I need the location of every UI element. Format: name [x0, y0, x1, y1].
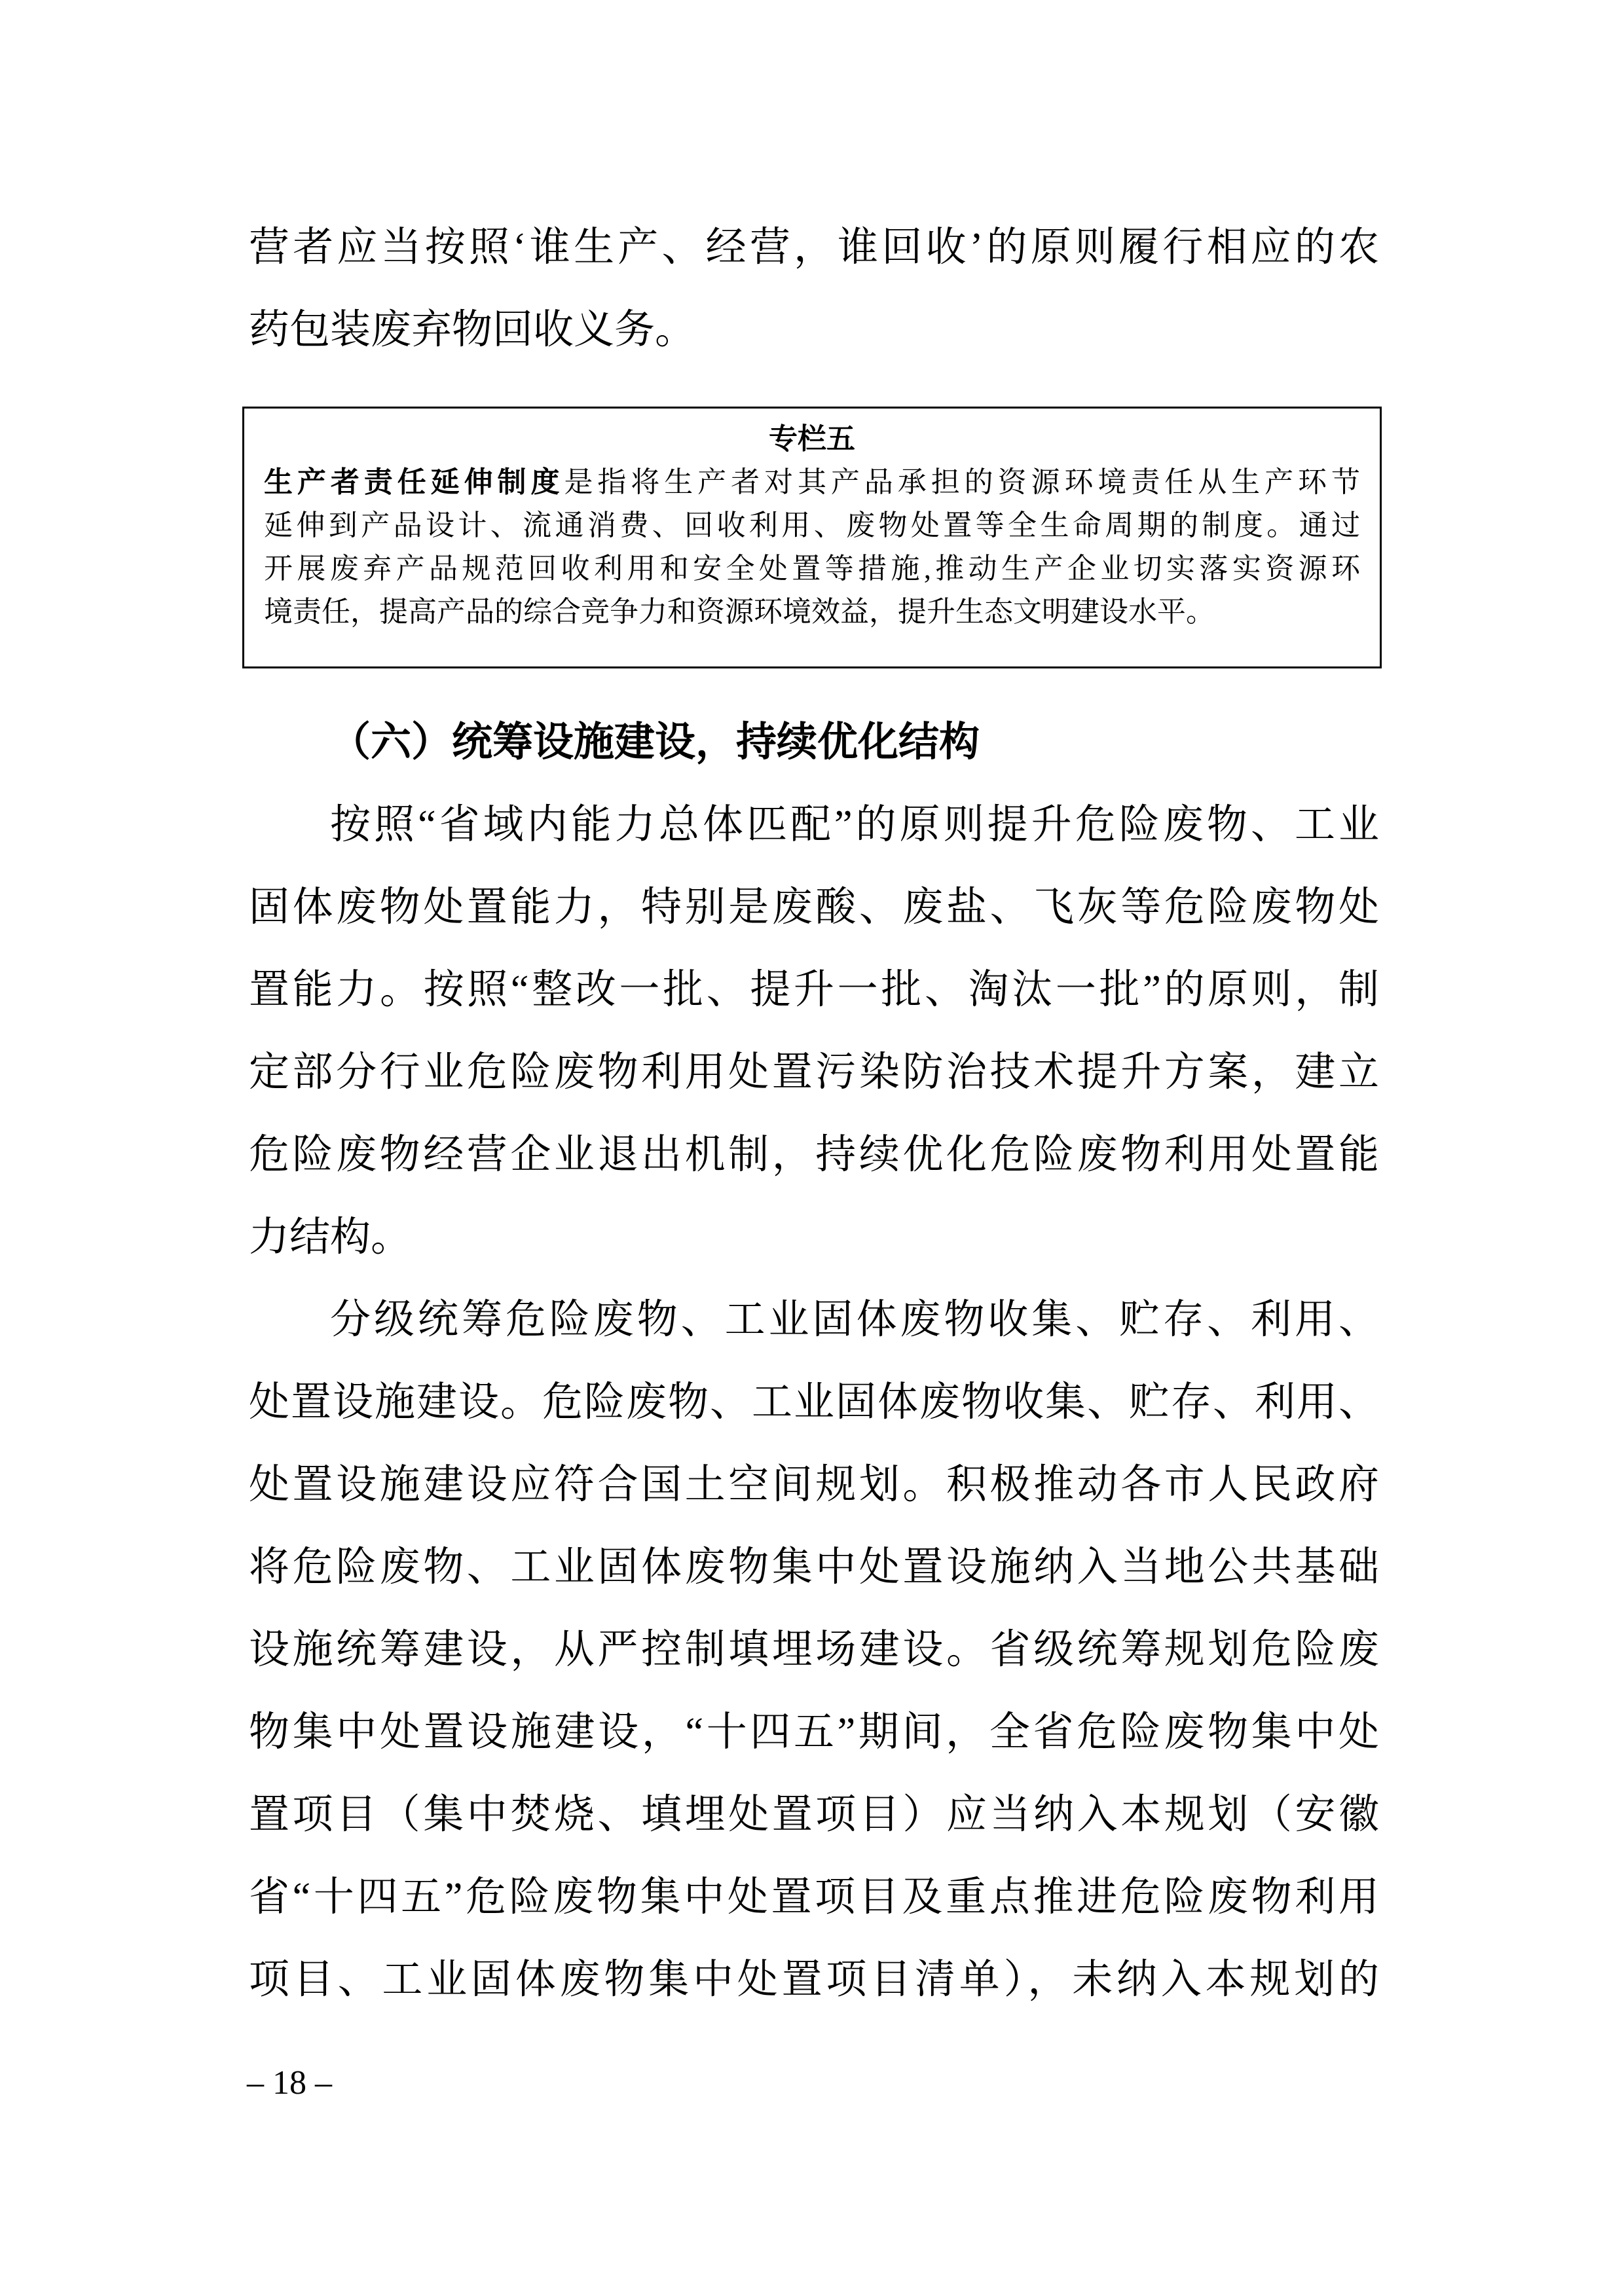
text-column	[249, 206, 1379, 2021]
body-text-line: 固体废物处置能力，特别是废酸、废盐、飞灰等危险废物处	[249, 885, 1379, 930]
callout-lead-rest: 是指将生产者对其产品承担的资源环境责任从生产环节	[564, 466, 1360, 498]
callout-lead-bold-term: 生产者责任延伸制度	[264, 466, 564, 498]
body-text-line: 项目、工业固体废物集中处置项目清单），未纳入本规划的	[249, 1958, 1379, 2002]
body-text-line: 药包装废弃物回收义务。	[249, 308, 696, 352]
body-text-line: 力结构。	[249, 1215, 412, 1260]
body-text-line: 按照“省域内能力总体匹配”的原则提升危险废物、工业	[330, 803, 1379, 847]
paragraph	[249, 784, 1379, 1279]
body-text-line: 设施统筹建设，从严控制填埋场建设。省级统筹规划危险废	[249, 1628, 1379, 1672]
body-text-line: 置能力。按照“整改一批、提升一批、淘汰一批”的原则，制	[249, 968, 1379, 1012]
callout-box	[242, 407, 1382, 668]
body-text-line: 处置设施建设。危险废物、工业固体废物收集、贮存、利用、	[249, 1380, 1379, 1425]
callout-text-line: 开展废弃产品规范回收利用和安全处置等措施,推动生产企业切实落实资源环	[264, 553, 1360, 585]
paragraph	[249, 1279, 1379, 2021]
callout-text-line: 境责任，提高产品的综合竞争力和资源环境效益，提升生态文明建设水平。	[264, 596, 1215, 628]
callout-title: 专栏五	[769, 423, 855, 455]
body-text-line: 营者应当按照‘谁生产、经营，谁回收’的原则履行相应的农	[249, 225, 1379, 270]
page-number: – 18 –	[247, 2064, 332, 2102]
body-text-line: 危险废物经营企业退出机制，持续优化危险废物利用处置能	[249, 1133, 1379, 1177]
body-text-line: 定部分行业危险废物利用处置污染防治技术提升方案，建立	[249, 1050, 1379, 1095]
callout-text-line: 延伸到产品设计、流通消费、回收利用、废物处置等全生命周期的制度。通过	[264, 509, 1360, 541]
body-text-line: 处置设施建设应符合国土空间规划。积极推动各市人民政府	[249, 1463, 1379, 1507]
body-text-line: 分级统筹危险废物、工业固体废物收集、贮存、利用、	[330, 1298, 1379, 1342]
continued-paragraph	[249, 206, 1379, 371]
section-heading: （六）统筹设施建设，持续优化结构	[330, 720, 980, 765]
body-text-line: 物集中处置设施建设，“十四五”期间，全省危险废物集中处	[249, 1710, 1379, 1755]
callout-text-line	[264, 461, 1360, 504]
body-text-line: 将危险废物、工业固体废物集中处置设施纳入当地公共基础	[249, 1545, 1379, 1590]
body-text-line: 省“十四五”危险废物集中处置项目及重点推进危险废物利用	[249, 1875, 1379, 1920]
body-text-line: 置项目（集中焚烧、填埋处置项目）应当纳入本规划（安徽	[249, 1793, 1379, 1837]
